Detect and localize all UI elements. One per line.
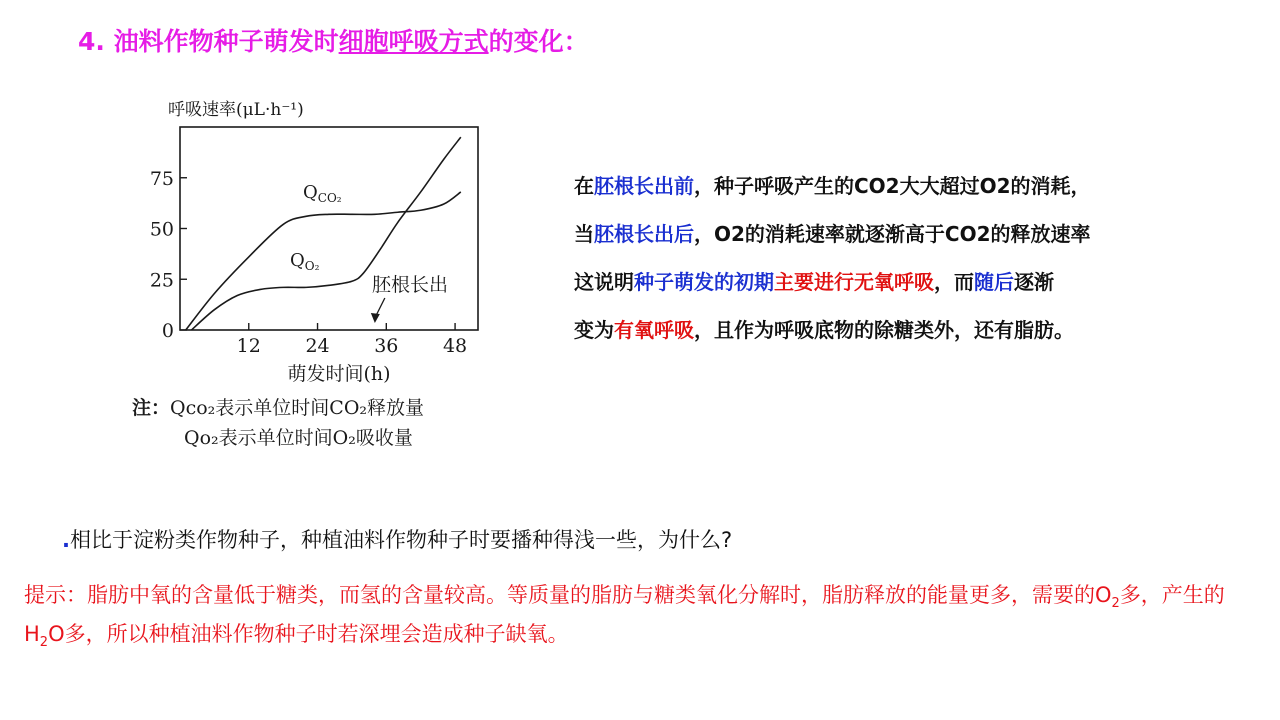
series-line-qco2 [186, 192, 461, 330]
explain-line-2 [574, 210, 1254, 258]
title-suffix: 的变化： [488, 27, 589, 56]
explain-text: 在 [574, 174, 594, 198]
y-tick-label: 50 [149, 218, 174, 241]
x-axis-label: 萌发时间(h) [287, 363, 391, 385]
highlight-anaerobic: 主要进行无氧呼吸 [774, 270, 934, 294]
y-tick-label: 75 [149, 167, 174, 190]
y-tick-label: 25 [149, 269, 174, 292]
explanation-text [574, 162, 1254, 354]
hint-text [24, 580, 1264, 658]
note-text-1: Qco₂表示单位时间CO₂释放量 [170, 397, 425, 419]
chart-notes [132, 393, 424, 453]
explain-text: ，且作为呼吸底物的除糖类外，还有脂肪。 [694, 318, 1074, 342]
highlight-before-radicle: 胚根长出前 [594, 174, 694, 198]
series-label-qco2: $Q_{CO_2}$ [303, 182, 342, 205]
x-tick-label: 12 [236, 335, 261, 357]
highlight-aerobic: 有氧呼吸 [614, 318, 694, 342]
respiration-rate-chart [120, 85, 520, 390]
note-label: 注： [132, 397, 171, 419]
title-prefix: 4. 油料作物种子萌发时 [78, 27, 339, 56]
explain-text: ，O2的消耗速率就逐渐高于CO2的释放速率 [694, 222, 1091, 246]
series-line-qo2 [191, 137, 460, 330]
bullet-dot: . [62, 528, 70, 552]
explain-line-1 [574, 162, 1254, 210]
annotation-label: 胚根长出 [372, 274, 449, 296]
y-axis-label: 呼吸速率(μL·h⁻¹) [168, 100, 304, 120]
x-tick-label: 48 [442, 335, 468, 357]
hint-part: 多，产生的H [24, 583, 1225, 647]
hint-part: O多，所以种植油料作物种子时若深埋会造成种子缺氧。 [48, 622, 569, 647]
plot-frame [180, 127, 478, 330]
hint-subscript: 2 [39, 635, 49, 651]
series-label-qo2: $Q_{O_2}$ [290, 250, 320, 273]
note-line-2: Qo₂表示单位时间O₂吸收量 [184, 427, 413, 449]
x-tick-label: 36 [374, 335, 399, 357]
explain-text: 逐渐 [1014, 270, 1054, 294]
title-underlined: 细胞呼吸方式 [338, 27, 489, 56]
highlight-afterwards: 随后 [974, 270, 1014, 294]
y-tick-label: 0 [161, 320, 174, 342]
explain-text: 当 [574, 222, 594, 246]
explain-line-3 [574, 258, 1254, 306]
highlight-after-radicle: 胚根长出后 [594, 222, 694, 246]
annotation-arrow-head [371, 313, 380, 323]
hint-subscript: 2 [1111, 596, 1120, 612]
explain-text: 变为 [574, 318, 614, 342]
x-tick-label: 24 [305, 335, 330, 357]
question-text: 相比于淀粉类作物种子，种植油料作物种子时要播种得浅一些，为什么? [69, 528, 733, 552]
slide-title [78, 22, 589, 58]
explain-text: ，种子呼吸产生的CO2大大超过O2的消耗， [694, 174, 1091, 198]
highlight-early-germination: 种子萌发的初期 [634, 270, 774, 294]
explain-line-4 [574, 306, 1254, 354]
question [62, 524, 732, 554]
explain-text: 这说明 [574, 270, 634, 294]
explain-text: ，而 [934, 270, 974, 294]
note-line-1 [132, 393, 424, 423]
hint-part: 提示：脂肪中氧的含量低于糖类，而氢的含量较高。等质量的脂肪与糖类氧化分解时，脂肪释放的能量更多，需要的O [24, 583, 1112, 607]
